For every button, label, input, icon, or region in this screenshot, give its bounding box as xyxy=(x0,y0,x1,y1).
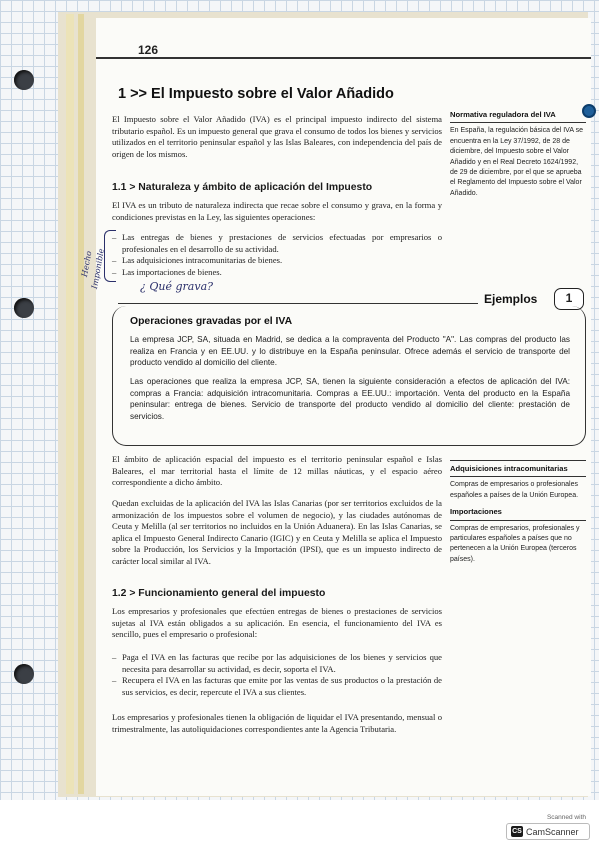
examples-title: Operaciones gravadas por el IVA xyxy=(130,316,293,327)
list-item: – Las adquisiciones intracomunitarias de bienes. xyxy=(112,255,442,267)
scanner-caption: Scanned with xyxy=(546,814,586,821)
page-number: 126 xyxy=(138,43,159,57)
examples-paragraph: La empresa JCP, SA, situada en Madrid, se dedica a la compraventa del Producto "A". Las compras del producto las realiza en Francia y en EE.UU. y lo distribuye en la España peninsular. Ofrece además el servicio de transporte del producto vendido al domicilio del cliente. xyxy=(130,335,570,368)
closing-paragraph: Los empresarios y profesionales tienen la obligación de liquidar el IVA presentando, mensual o trimestralmente, las autoliquidaciones correspondientes ante la Agencia Tributaria. xyxy=(112,712,442,734)
camscanner-logo-icon: CS xyxy=(512,828,522,835)
divider xyxy=(450,476,586,477)
sidebar-definitions xyxy=(450,458,586,565)
divider xyxy=(450,520,586,521)
sidebar-normativa-title: Normativa reguladora del IVA xyxy=(450,110,556,119)
scanner-watermark xyxy=(506,814,590,840)
chapter-title: 1 >> El Impuesto sobre el Valor Añadido xyxy=(118,86,394,102)
section-1-1-title: 1.1 > Naturaleza y ámbito de aplicación del Impuesto xyxy=(112,182,373,193)
section-1-2-text: Los empresarios y profesionales que efectúen entregas de bienes o prestaciones de servicios sujetas al IVA están obligados a su aplicación. En esencia, el funcionamiento del IVA es sencillo, pues el empresario o profesional: xyxy=(112,606,442,640)
divider xyxy=(450,460,586,461)
list-item: – Paga el IVA en las facturas que recibe por las adquisiciones de los bienes y servicios que necesita para desarrollar su actividad, es decir, soporta el IVA. xyxy=(112,652,442,675)
binder-hole xyxy=(14,298,34,318)
scanner-brand: CamScanner xyxy=(526,826,579,837)
examples-rule xyxy=(118,303,478,304)
scanner-badge xyxy=(506,823,590,840)
ambito-paragraph: El ámbito de aplicación espacial del impuesto es el territorio peninsular español e Islas Baleares, el mar territorial hasta el límite de 12 millas náuticas, y el espacio aéreo correspondiente a dicho ámbito. xyxy=(112,454,442,488)
handwritten-question: ¿ Qué grava? xyxy=(140,280,214,293)
operations-list xyxy=(112,232,442,278)
definition-title: Adquisiciones intracomunitarias xyxy=(450,464,568,473)
definition-title: Importaciones xyxy=(450,507,502,517)
binder-hole xyxy=(14,70,34,90)
intro-paragraph: El Impuesto sobre el Valor Añadido (IVA) es el principal impuesto indirecto del sistema tributario español. Es un impuesto general que grava el consumo de todos los bienes y servicios utilizados en el territorio peninsular español y las Islas Baleares, con independencia del país de origen de los mismos. xyxy=(112,114,442,159)
handwritten-note: Imponible xyxy=(90,247,106,290)
exclusions-paragraph: Quedan excluidas de la aplicación del IVA las Islas Canarias (por ser territorios excluidos de la armonización de los impuestos sobre el volumen de negocio), y las ciudades autónomas de Ceuta y Melilla (al ser territorios no incluidos en la Unión Aduanera). En las Islas Canarias, se aplica el Impuesto General Indirecto Canario (IGIC) y en Ceuta y Melilla se aplica el Impuesto sobre la Producción, los Servicios y la Importación (IPSI), que es un impuesto indirecto de carácter local similar al IVA. xyxy=(112,498,442,566)
list-item: – Las entregas de bienes y prestaciones de servicios efectuadas por empresarios o profesionales en el desarrollo de su actividad. xyxy=(112,232,442,255)
header-rule xyxy=(96,57,591,59)
definition-text: Compras de empresarios, profesionales y particulares españoles a países que no pertenecen a la Unión Europea (terceros países). xyxy=(450,524,580,563)
sidebar-normativa xyxy=(450,110,586,199)
examples-label: Ejemplos xyxy=(484,292,538,306)
section-1-1-text: El IVA es un tributo de naturaleza indirecta que recae sobre el consumo y grava, en la forma y condiciones previstas en la Ley, las siguientes operaciones: xyxy=(112,200,442,222)
definition-text: Compras de empresarios o profesionales españoles a países de la Unión Europea. xyxy=(450,481,579,499)
page-edge xyxy=(78,14,84,794)
handwritten-note: Hecho xyxy=(80,250,94,278)
list-item: – Recupera el IVA en las facturas que emite por las ventas de sus productos o la prestación de sus servicios, es decir, repercute el IVA a sus clientes. xyxy=(112,675,442,698)
iva-functioning-list xyxy=(112,652,442,698)
section-1-2-title: 1.2 > Funcionamiento general del impuesto xyxy=(112,588,326,599)
handwritten-brace xyxy=(104,230,116,282)
list-item: – Las importaciones de bienes. xyxy=(112,267,442,279)
examples-number-badge: 1 xyxy=(554,288,584,310)
sidebar-normativa-text: En España, la regulación básica del IVA se encuentra en la Ley 37/1992, de 28 de diciembre, del Impuesto sobre el Valor Añadido y en el Real Decreto 1624/1992, de 29 de diciembre, por el que se aprueba el Reglamento del Impuesto sobre el Valor Añadido. xyxy=(450,127,583,197)
binder-hole xyxy=(14,664,34,684)
page-edge xyxy=(66,14,74,794)
divider xyxy=(450,122,586,123)
examples-paragraph: Las operaciones que realiza la empresa JCP, SA, tienen la siguiente consideración a efectos de aplicación del IVA: compras a Francia: adquisición intracomunitaria. Compras a EE.UU.: importación. Venta del producto en la España peninsular: entrega de bienes. Servicio de transporte del producto vendido al domicilio del cliente: prestación de servicios. xyxy=(130,377,570,421)
